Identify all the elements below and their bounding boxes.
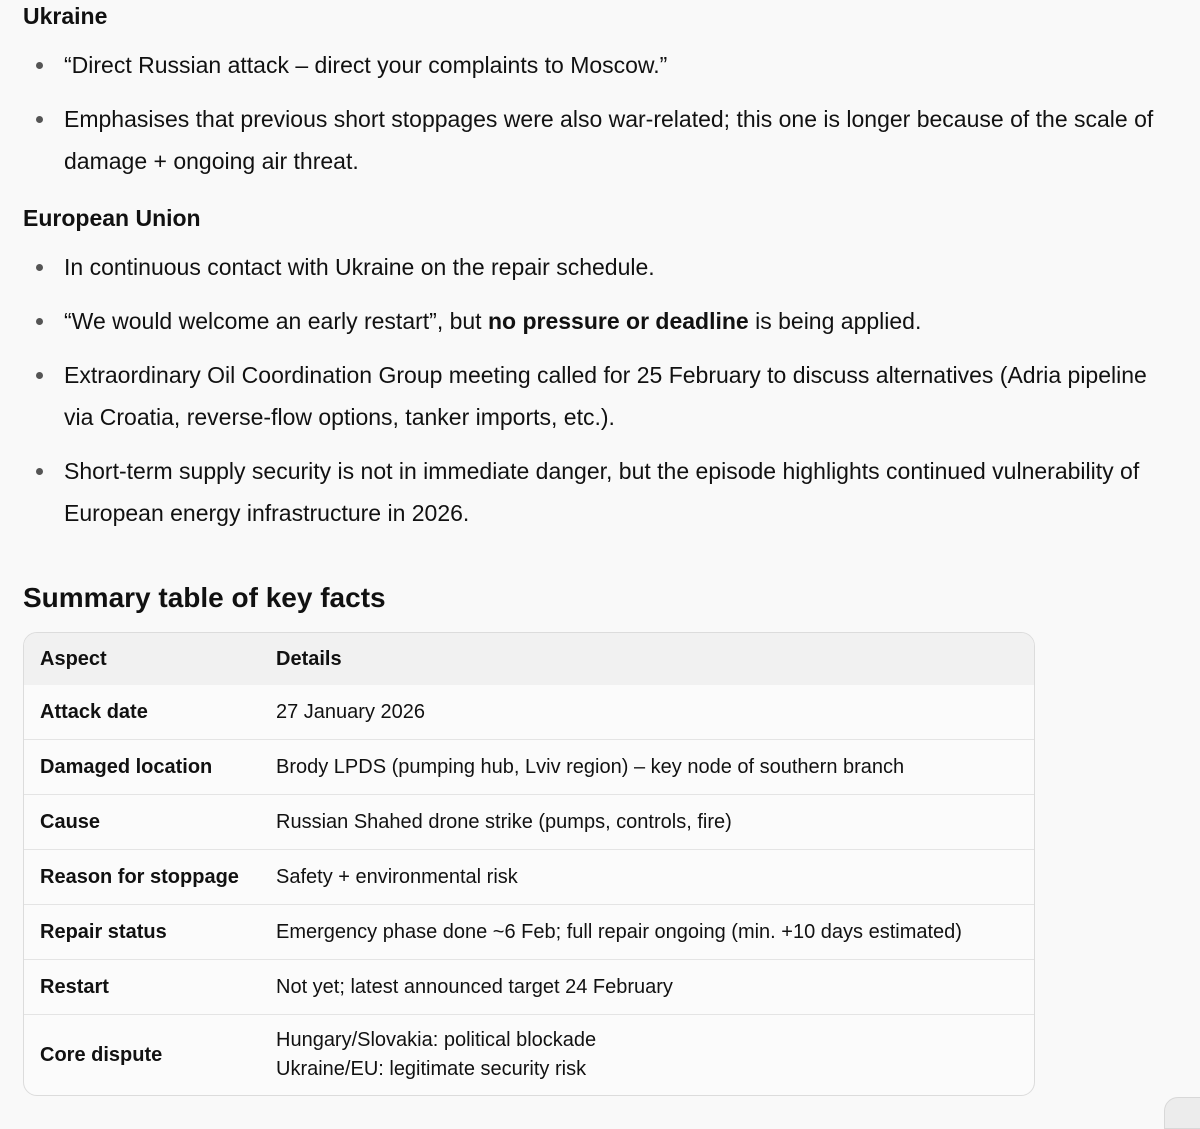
aspect-cell: Repair status [24, 905, 260, 960]
details-cell [260, 1015, 1034, 1096]
table-row [24, 1015, 1034, 1096]
column-header-details: Details [260, 633, 1034, 685]
bullet-text: “We would welcome an early restart”, but [64, 308, 488, 334]
list-item: “Direct Russian attack – direct your complaints to Moscow.” [23, 44, 1173, 86]
ukraine-bullet-list [23, 44, 1173, 182]
summary-table-title: Summary table of key facts [23, 582, 386, 613]
table-row [24, 905, 1034, 960]
details-line: Ukraine/EU: legitimate security risk [276, 1058, 587, 1080]
table-row [24, 795, 1034, 850]
list-item [23, 300, 1173, 342]
details-cell: Not yet; latest announced target 24 February [260, 960, 1034, 1015]
summary-table-card [23, 632, 1035, 1096]
details-line: Hungary/Slovakia: political blockade [276, 1029, 597, 1051]
aspect-cell: Cause [24, 795, 260, 850]
table-row [24, 960, 1034, 1015]
summary-table [24, 633, 1034, 1095]
corner-scroll-button[interactable] [1164, 1097, 1200, 1129]
table-row [24, 850, 1034, 905]
eu-bullet-list [23, 246, 1173, 534]
details-cell: Brody LPDS (pumping hub, Lviv region) – key node of southern branch [260, 740, 1034, 795]
column-header-aspect: Aspect [24, 633, 260, 685]
table-header-row [24, 633, 1034, 685]
details-cell: Russian Shahed drone strike (pumps, controls, fire) [260, 795, 1034, 850]
details-cell: Emergency phase done ~6 Feb; full repair ongoing (min. +10 days estimated) [260, 905, 1034, 960]
eu-heading: European Union [23, 205, 201, 231]
bullet-text: is being applied. [748, 308, 922, 334]
aspect-cell: Restart [24, 960, 260, 1015]
aspect-cell: Attack date [24, 685, 260, 740]
table-row [24, 685, 1034, 740]
list-item: Short-term supply security is not in immediate danger, but the episode highlights continued vulnerability of European energy infrastructure in 2026. [23, 450, 1173, 534]
details-cell: Safety + environmental risk [260, 850, 1034, 905]
document-content [23, 0, 1173, 1096]
details-cell: 27 January 2026 [260, 685, 1034, 740]
list-item: Emphasises that previous short stoppages were also war-related; this one is longer because of the scale of damage + ongoing air threat. [23, 98, 1173, 182]
table-row [24, 740, 1034, 795]
aspect-cell: Reason for stoppage [24, 850, 260, 905]
list-item: Extraordinary Oil Coordination Group meeting called for 25 February to discuss alternatives (Adria pipeline via Croatia, reverse-flow options, tanker imports, etc.). [23, 354, 1173, 438]
aspect-cell: Core dispute [40, 1043, 163, 1066]
bold-emphasis: no pressure or deadline [487, 308, 749, 334]
aspect-cell: Damaged location [24, 740, 260, 795]
ukraine-heading: Ukraine [23, 3, 108, 29]
list-item: In continuous contact with Ukraine on the repair schedule. [23, 246, 1173, 288]
